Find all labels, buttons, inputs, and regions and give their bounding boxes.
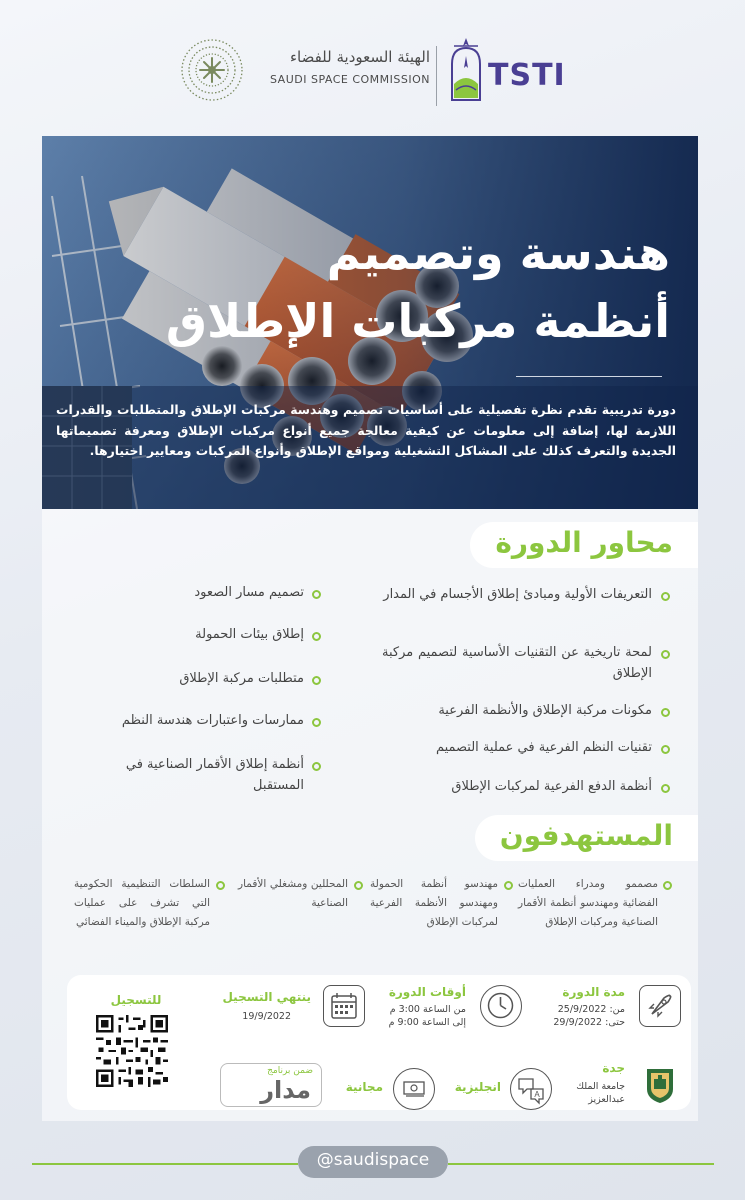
footer-line-left <box>32 1163 298 1165</box>
ssc-name-arabic: الهيئة السعودية للفضاء <box>289 48 430 66</box>
bullet-icon <box>661 650 670 659</box>
tsti-emblem <box>446 34 486 108</box>
axis-item: أنظمة إطلاق الأقمار الصناعية في المستقبل <box>125 757 304 793</box>
bullet-icon <box>354 881 363 890</box>
program-prefix: ضمن برنامج <box>267 1066 313 1076</box>
bullet-icon <box>216 881 225 890</box>
course-description: دورة تدريبية تقدم نظرة تفصيلية على أساسيات تصميم وهندسة مركبات الإطلاق والمتطلبات والقدرات اللازمة لها، إضافة إلى معلومات عن كيفية معالجة جميع أنواع مركبات الإطلاق ومعرفة تصميماتها الجديدة والتعرف كذلك على المشاكل التشغيلية ومواقع الإطلاق وأنواع المركبات ومعايير اختيارها. <box>56 402 676 458</box>
axis-item: أنظمة الدفع الفرعية لمركبات الإطلاق <box>451 779 652 794</box>
language-label: انجليزية <box>454 1080 501 1094</box>
bullet-icon <box>312 676 321 685</box>
bullet-icon <box>661 784 670 793</box>
audience-item: السلطات التنظيمية الحكومية التي تشرف على عمليات مركبة الإطلاق والميناء الفضائي <box>74 878 210 928</box>
bullet-icon <box>312 762 321 771</box>
course-title-line2: أنظمة مركبات الإطلاق <box>165 294 670 348</box>
bullet-icon <box>312 632 321 641</box>
audience-item: المحللين ومشغلي الأقمار الصناعية <box>238 878 348 909</box>
bullet-icon <box>663 881 672 890</box>
axis-item: ممارسات واعتبارات هندسة النظم <box>121 713 304 728</box>
hero-banner <box>42 136 698 509</box>
bullet-icon <box>661 592 670 601</box>
course-title-line1: هندسة وتصميم <box>326 226 670 280</box>
venue-name: جامعة الملك عبدالعزيز <box>576 1081 625 1105</box>
axis-item: متطلبات مركبة الإطلاق <box>179 671 304 686</box>
header-divider <box>436 46 437 106</box>
rocket-icon <box>639 985 681 1027</box>
calendar-icon <box>323 985 365 1027</box>
axis-item: مكونات مركبة الإطلاق والأنظمة الفرعية <box>438 703 652 718</box>
deadline-label: ينتهي التسجيل <box>222 990 311 1004</box>
translate-icon <box>510 1068 552 1110</box>
duration-label: مدة الدورة <box>562 985 625 999</box>
city-label: جدة <box>602 1061 625 1075</box>
bullet-icon <box>661 745 670 754</box>
audience-item: مهندسو أنظمة الحمولة ومهندسو الأنظمة الفرعية لمركبات الإطلاق <box>370 878 498 928</box>
duration-from: من: 25/9/2022 <box>557 1004 625 1015</box>
times-from: من الساعة 3:00 م <box>389 1004 466 1015</box>
footer-line-right <box>448 1163 714 1165</box>
ssc-name-english: SAUDI SPACE COMMISSION <box>269 73 430 86</box>
times-to: إلى الساعة 9:00 م <box>388 1017 466 1028</box>
bullet-icon <box>312 590 321 599</box>
audience-item: مصممو ومدراء العمليات الفضائية ومهندسو أنظمة الأقمار الصناعية ومركبات الإطلاق <box>518 878 658 928</box>
axis-item: تصميم مسار الصعود <box>194 585 304 600</box>
registration-qr-code[interactable] <box>96 1015 168 1087</box>
svg-text:A: A <box>534 1090 540 1099</box>
money-icon <box>393 1068 435 1110</box>
madar-program-badge <box>220 1063 322 1107</box>
axis-item: إطلاق بيئات الحمولة <box>195 627 304 642</box>
header <box>0 28 745 108</box>
saudi-space-commission-logo <box>180 38 244 102</box>
axis-item: تقنيات النظم الفرعية في عملية التصميم <box>435 740 652 755</box>
deadline-date: 19/9/2022 <box>242 1011 291 1022</box>
axis-item: لمحة تاريخية عن التقنيات الأساسية لتصميم مركبة الإطلاق <box>382 645 652 681</box>
tsti-wordmark: TSTI <box>488 58 566 93</box>
audience-title: المستهدفون <box>499 819 673 852</box>
title-divider <box>516 376 662 377</box>
axis-item: التعريفات الأولية ومبادئ إطلاق الأجسام في المدار <box>383 587 652 602</box>
bullet-icon <box>661 708 670 717</box>
register-label[interactable]: للتسجيل <box>110 993 162 1007</box>
price-label: مجانية <box>345 1080 383 1094</box>
axes-title: محاور الدورة <box>495 526 673 559</box>
bullet-icon <box>504 881 513 890</box>
times-label: أوقات الدورة <box>388 985 466 999</box>
program-name: مدار <box>260 1076 311 1104</box>
university-seal-icon <box>639 1063 681 1105</box>
bullet-icon <box>312 718 321 727</box>
social-handle[interactable]: @saudispace <box>316 1150 430 1170</box>
duration-to: حتى: 29/9/2022 <box>553 1017 625 1028</box>
clock-icon <box>480 985 522 1027</box>
